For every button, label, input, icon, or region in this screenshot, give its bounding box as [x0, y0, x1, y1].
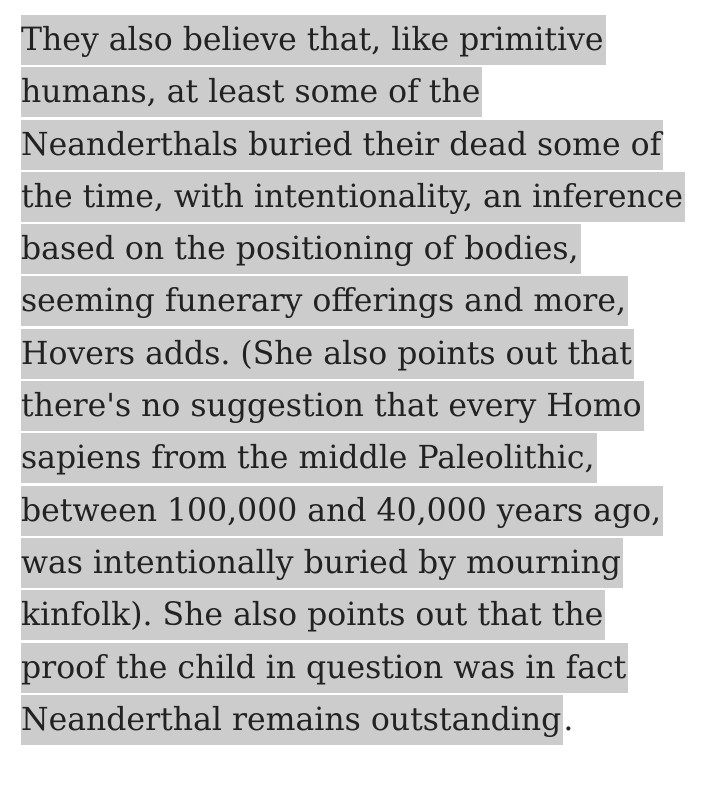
highlighted-text[interactable]: humans, at least some of the — [21, 67, 482, 117]
highlighted-text[interactable]: They also believe that, like primitive — [21, 15, 606, 65]
highlighted-text[interactable]: seeming funerary offerings and more, — [21, 276, 628, 326]
highlighted-text[interactable]: proof the child in question was in fact — [21, 643, 628, 693]
highlighted-text[interactable]: Hovers adds. (She also points out that — [21, 329, 634, 379]
highlighted-text[interactable]: based on the positioning of bodies, — [21, 224, 581, 274]
text-line — [21, 275, 711, 327]
text-line — [21, 380, 711, 432]
highlighted-text[interactable]: was intentionally buried by mourning — [21, 538, 623, 588]
text-line — [21, 485, 711, 537]
highlighted-text[interactable]: between 100,000 and 40,000 years ago, — [21, 486, 663, 536]
final-period: . — [563, 701, 574, 738]
highlighted-text[interactable]: sapiens from the middle Paleolithic, — [21, 433, 597, 483]
text-line — [21, 328, 711, 380]
highlighted-text[interactable]: Neanderthal remains outstanding — [21, 695, 563, 745]
text-line — [21, 66, 711, 118]
text-line — [21, 432, 711, 484]
text-line — [21, 223, 711, 275]
text-line — [21, 537, 711, 589]
article-paragraph — [21, 14, 711, 746]
highlighted-text[interactable]: there's no suggestion that every Homo — [21, 381, 644, 431]
text-line — [21, 119, 711, 171]
text-line — [21, 171, 711, 223]
highlighted-text[interactable]: the time, with intentionality, an inference — [21, 172, 685, 222]
text-line — [21, 694, 711, 746]
text-line — [21, 14, 711, 66]
text-line — [21, 642, 711, 694]
highlighted-text[interactable]: Neanderthals buried their dead some of — [21, 120, 663, 170]
text-line — [21, 589, 711, 641]
highlighted-text[interactable]: kinfolk). She also points out that the — [21, 590, 605, 640]
